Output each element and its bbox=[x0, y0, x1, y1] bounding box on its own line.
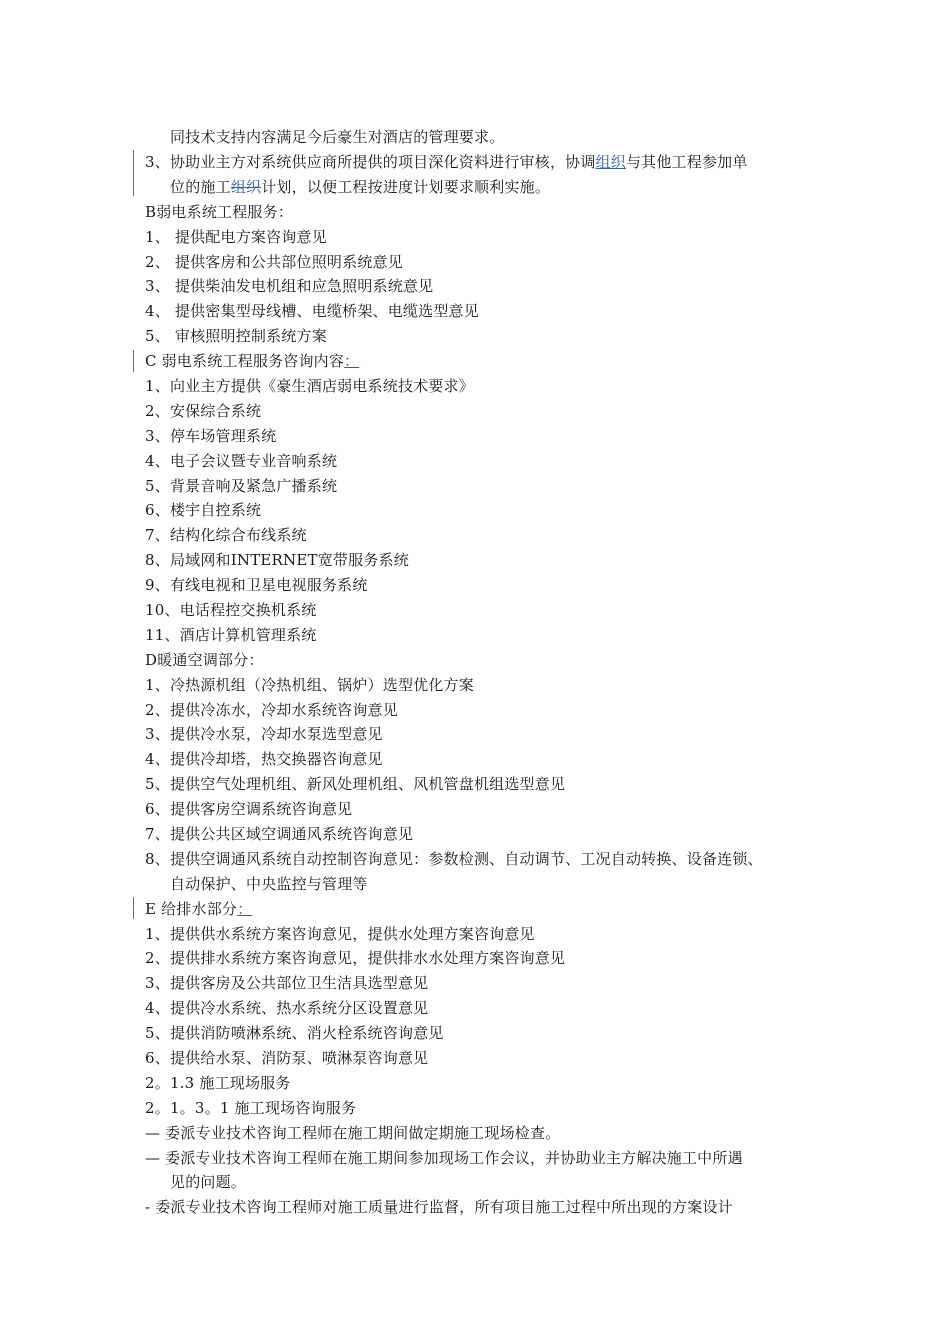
list-item: 3、提供客房及公共部位卫生洁具选型意见 bbox=[145, 974, 429, 992]
list-item: 2、提供排水系统方案咨询意见，提供排水水处理方案咨询意见 bbox=[145, 949, 566, 967]
list-item: 6、提供给水泵、消防泵、喷淋泵咨询意见 bbox=[145, 1049, 429, 1067]
text-run: 3、协助业主方对系统供应商所提供的项目深化资料进行审核，协调 bbox=[145, 153, 596, 171]
text-line bbox=[170, 177, 550, 197]
tracked-insertion-link[interactable]: 组织 bbox=[595, 153, 626, 171]
text-line: 同技术支持内容满足今后豪生对酒店的管理要求。 bbox=[170, 128, 505, 146]
list-item: 10、电话程控交换机系统 bbox=[145, 601, 317, 619]
dash-item-continuation: 见的问题。 bbox=[170, 1173, 247, 1191]
list-item: 3、停车场管理系统 bbox=[145, 427, 277, 445]
list-item: 2、 提供客房和公共部位照明系统意见 bbox=[145, 253, 403, 271]
list-item: 4、电子会议暨专业音响系统 bbox=[145, 452, 338, 470]
list-item: 8、提供空调通风系统自动控制咨询意见：参数检测、自动调节、工况自动转换、设备连锁、 bbox=[145, 850, 763, 868]
tracked-insertion: ： bbox=[344, 352, 360, 370]
tracked-insertion: ： bbox=[237, 900, 253, 918]
list-item: 7、提供公共区域空调通风系统咨询意见 bbox=[145, 825, 414, 843]
list-item: 1、提供供水系统方案咨询意见，提供水处理方案咨询意见 bbox=[145, 925, 535, 943]
list-item: 5、提供消防喷淋系统、消火栓系统咨询意见 bbox=[145, 1024, 444, 1042]
list-item: 11、酒店计算机管理系统 bbox=[145, 626, 317, 644]
section-heading: 2。1.3 施工现场服务 bbox=[145, 1074, 291, 1092]
list-item: 9、有线电视和卫星电视服务系统 bbox=[145, 576, 368, 594]
section-heading: B弱电系统工程服务： bbox=[145, 203, 294, 221]
section-heading bbox=[145, 899, 252, 919]
subsection-heading: 2。1。3。1 施工现场咨询服务 bbox=[145, 1099, 357, 1117]
list-item: 5、提供空气处理机组、新风处理机组、风机管盘机组选型意见 bbox=[145, 775, 566, 793]
dash-item: — 委派专业技术咨询工程师在施工期间参加现场工作会议，并协助业主方解决施工中所遇 bbox=[145, 1149, 743, 1167]
list-item-continuation: 自动保护、中央监控与管理等 bbox=[170, 875, 368, 893]
list-item: 6、提供客房空调系统咨询意见 bbox=[145, 800, 353, 818]
dash-item: - 委派专业技术咨询工程师对施工质量进行监督，所有项目施工过程中所出现的方案设计 bbox=[145, 1198, 733, 1216]
list-item: 2、提供冷冻水，冷却水系统咨询意见 bbox=[145, 701, 398, 719]
tracked-deletion: 组织 bbox=[230, 178, 262, 196]
text-run: E 给排水部分 bbox=[145, 900, 238, 918]
text-line bbox=[145, 152, 748, 172]
list-item: 1、 提供配电方案咨询意见 bbox=[145, 228, 327, 246]
change-bar bbox=[133, 350, 134, 372]
list-item: 4、提供冷却塔，热交换器咨询意见 bbox=[145, 750, 383, 768]
section-heading bbox=[145, 351, 359, 371]
list-item: 1、冷热源机组（冷热机组、锅炉）选型优化方案 bbox=[145, 676, 474, 694]
text-run: 计划，以便工程按进度计划要求顺利实施。 bbox=[261, 178, 551, 196]
dash-item: — 委派专业技术咨询工程师在施工期间做定期施工现场检查。 bbox=[145, 1124, 561, 1142]
list-item: 8、局域网和INTERNET宽带服务系统 bbox=[145, 551, 409, 569]
list-item: 5、 审核照明控制系统方案 bbox=[145, 327, 327, 345]
change-bar bbox=[133, 150, 134, 196]
list-item: 3、提供冷水泵，冷却水泵选型意见 bbox=[145, 725, 383, 743]
list-item: 6、楼宇自控系统 bbox=[145, 501, 262, 519]
list-item: 2、安保综合系统 bbox=[145, 402, 262, 420]
text-run: C 弱电系统工程服务咨询内容 bbox=[145, 352, 345, 370]
list-item: 5、背景音响及紧急广播系统 bbox=[145, 477, 338, 495]
text-run: 与其他工程参加单 bbox=[625, 153, 748, 171]
list-item: 1、向业主方提供《豪生酒店弱电系统技术要求》 bbox=[145, 377, 474, 395]
list-item: 4、提供冷水系统、热水系统分区设置意见 bbox=[145, 999, 429, 1017]
section-heading: D暖通空调部分： bbox=[145, 651, 264, 669]
change-bar bbox=[133, 897, 134, 919]
text-run: 位的施工 bbox=[170, 178, 231, 196]
list-item: 7、结构化综合布线系统 bbox=[145, 526, 307, 544]
list-item: 4、 提供密集型母线槽、电缆桥架、电缆选型意见 bbox=[145, 302, 479, 320]
list-item: 3、 提供柴油发电机组和应急照明系统意见 bbox=[145, 277, 434, 295]
